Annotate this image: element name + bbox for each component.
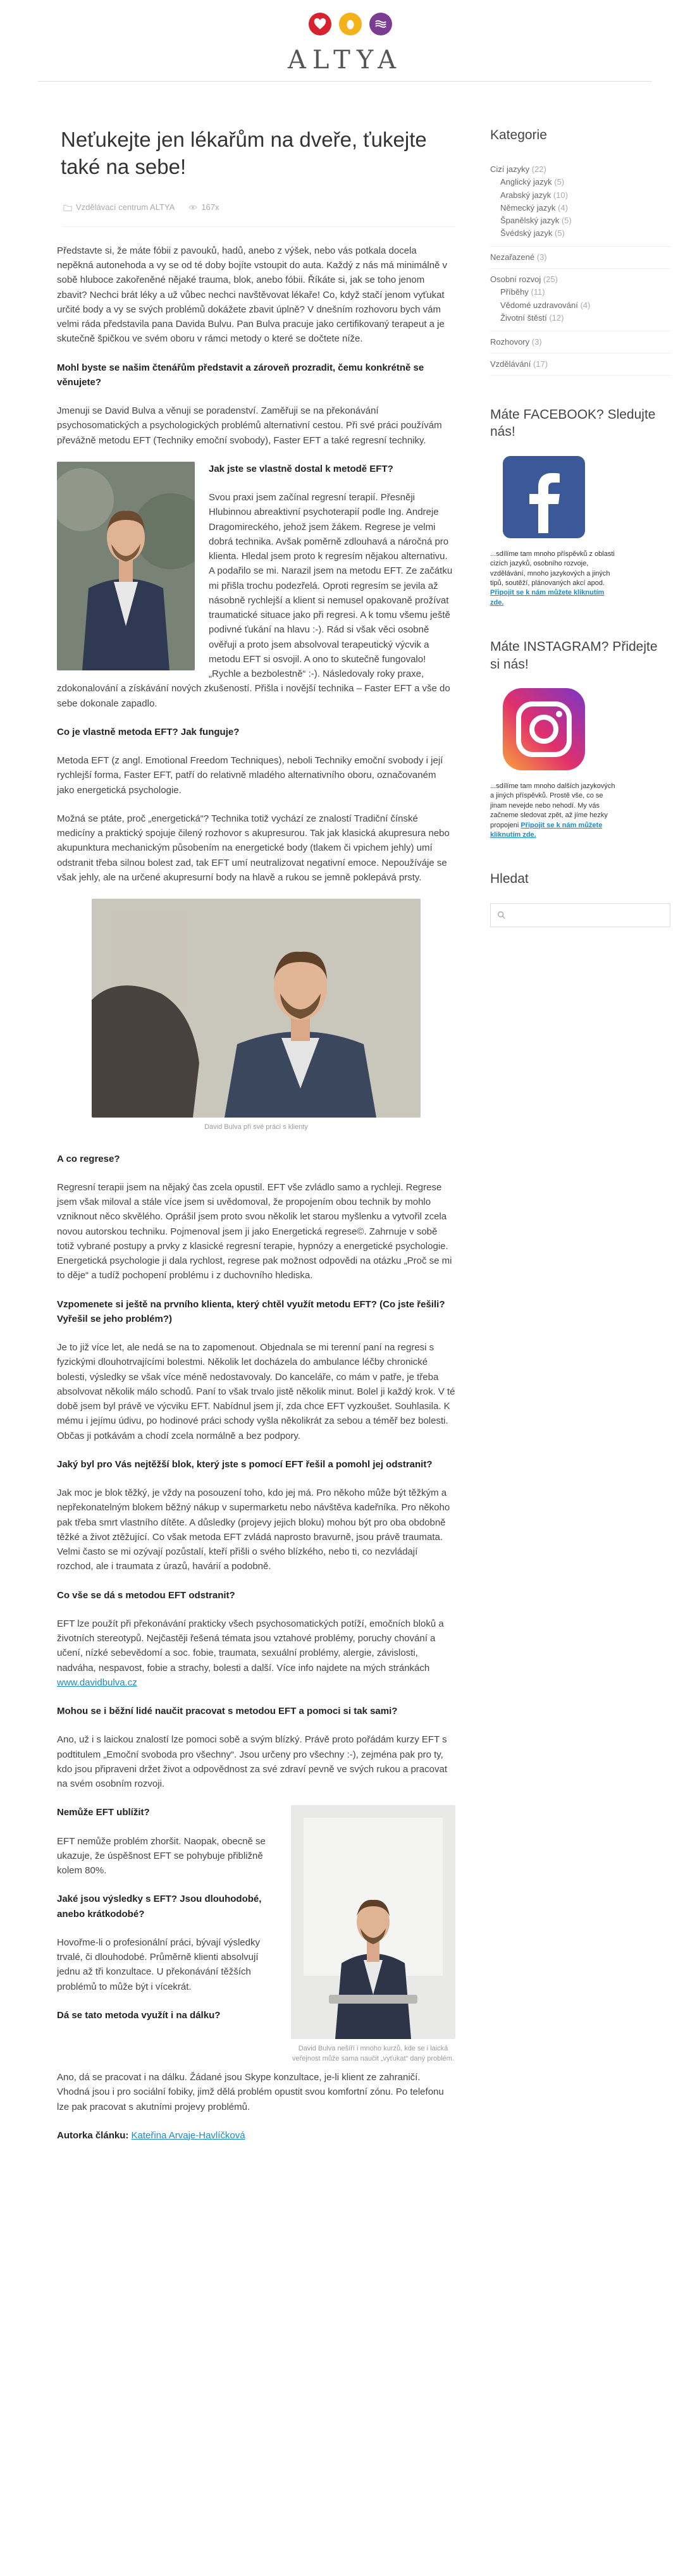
category-item[interactable] (490, 159, 670, 247)
waves-icon (369, 13, 392, 35)
subcategory-count: (5) (561, 215, 572, 225)
header-divider (38, 81, 652, 82)
category-item[interactable] (490, 247, 670, 269)
session-photo (92, 899, 421, 1118)
subcategory-item[interactable] (500, 286, 670, 299)
widget-title: Kategorie (490, 128, 547, 142)
subcategory-label[interactable]: Vědomé uzdravování (500, 300, 578, 310)
question-heading: Dá se tato metoda využít i na dálku? (57, 2009, 221, 2021)
category-label[interactable]: Cizí jazyky (490, 164, 530, 175)
drop-icon (339, 13, 362, 35)
post-meta (63, 201, 455, 227)
answer-paragraph: Ano, dá se pracovat i na dálku. Žádané jsou Skype konzultace, je-li klient ze zahraničí. Vhodná jsou i pro sociální fobiky, jimž dělá problém opustit svou komfortní zónu. Po telefonu lze pak pracovat s akutními projevy problémů. (57, 2072, 444, 2112)
heart-icon (309, 13, 331, 35)
logo-icons[interactable] (309, 13, 392, 35)
answer-paragraph: Metoda EFT (z angl. Emotional Freedom Techniques), neboli Techniky emoční svobody i její rychlejší forma, Faster EFT, patří do relativně mladého alternativního oboru, označovaném jako energetická psychologie. (57, 755, 443, 796)
facebook-icon[interactable] (503, 456, 585, 538)
subcategory-item[interactable] (500, 176, 670, 188)
widget-title: Hledat (490, 872, 529, 887)
facebook-description: ...sdílíme tam mnoho příspěvků z oblasti cizích jazyků, osobního rozvoje, vzdělávání, mnoho jazykových a jiných tipů, soutěží, plánovaných akcí apod. (490, 550, 615, 588)
answer-paragraph: EFT nemůže problém zhoršit. Naopak, obecně se ukazuje, že úspěšnost EFT se pohybuje přibližně kolem 80%. (57, 1835, 266, 1877)
sidebar (490, 126, 670, 958)
subcategory-item[interactable] (500, 299, 670, 312)
category-count: (3) (536, 252, 547, 262)
category-label[interactable]: Vzdělávání (490, 359, 531, 369)
subcategory-count: (5) (554, 177, 565, 187)
instagram-block (490, 688, 617, 840)
question-heading: Jaký byl pro Vás nejtěžší blok, který jste s pomocí EFT řešil a pomohl jej odstranit? (57, 1458, 433, 1470)
question-heading: Co je vlastně metoda EFT? Jak funguje? (57, 726, 240, 737)
meta-category[interactable] (63, 201, 175, 214)
answer-text: EFT lze použít při překonávání prakticky všech psychosomatických potíží, emočních bloků a životních stereotypů. Nejčastěji řešená témata jsou vztahové problémy, poruchy chování a učení, nízké sebevědomí a soc. fobie, traumata, sexuální problémy, alergie, závislosti, nadváha, nespavost, fobie a strachy, bolesti a další. Více info najdete na mých stránkách (57, 1618, 444, 1673)
post-content (57, 243, 455, 2143)
instagram-description: ...sdílíme tam mnoho dalších jazykových a jiných příspěvků. Prostě vše, co se jinam nevejde nebo nehodí. My vás začneme sledovat zpět, až jíme hezky propojeni (490, 782, 615, 829)
subcategory-count: (10) (553, 190, 568, 200)
question-heading: Co vše se dá s metodou EFT odstranit? (57, 1589, 235, 1601)
intro-paragraph: Představte si, že máte fóbii z pavouků, hadů, anebo z výšek, nebo vás potkala docela nepěkná autonehoda a vy se od té doby bojíte vstoupit do auta. Každý z nás má minimálně v sobě hluboce zakořeněné nějaké trauma, blok, anebo fóbii. Říkáte si, jak se toho jenom zbavit? Nechci brát léky a už vůbec nechci navštěvovat lékaře! Co, když stačí jenom vyťukat určité body a vy se svých problémů dokážete zbavit úplně? V dnešním rozhovoru bych vám velmi ráda představila pana Davida Bulvu. Pan Bulva pracuje jako certifikovaný terapeut a je skutečně špičkou ve svém oboru v rámci metody o které se dočtete níže. (57, 245, 448, 345)
search-input[interactable] (490, 903, 670, 927)
meta-category-label[interactable]: Vzdělávací centrum ALTYA (76, 202, 175, 212)
subcategory-label[interactable]: Španělský jazyk (500, 215, 560, 225)
article (57, 126, 455, 2157)
answer-paragraph: Ano, už i s laickou znalostí lze pomoci sobě a svým blízký. Právě proto pořádám kurzy EFT s podtitulem „Emoční svoboda pro všechny“. Jsou určeny pro všechny :-), zejména pak pro ty, kdo jsou připraveni držet život a odpovědnost za své zdraví pevně ve svých rukou a pracovat na svém osobním rozvoji. (57, 1734, 447, 1790)
author-link[interactable]: Kateřina Arvaje-Havlíčková (131, 2129, 245, 2141)
category-label[interactable]: Osobní rozvoj (490, 274, 541, 285)
answer-paragraph: Regresní terapii jsem na nějaký čas zcela opustil. EFT vše zvládlo samo a rychleji. Regrese jsem však miloval a stále více jsem si uvědomoval, že propojením obou technik by mohlo vzniknout něco skvělého. Oprášil jsem proto svou několik let starou myšlenku a vytvořil zcela novou autorskou techniku. Pojmenoval jsem ji jako Energetická regrese©. Zahrnuje v sobě totiž vybrané postupy a prvky z klasické regresní terapie, hypnózy a energetické psychologie. Energetická psychologie ji dala rychlost, regrese pak možnost odpovědi na otázku „Proč se mi to děje“ a tudíž pochopení problému i z duchovního hlediska. (57, 1181, 452, 1281)
image-caption: David Bulva nešíří i mnoho kurzů, kde se i laická veřejnost může sama naučit „vyťukat“ daný problém. (292, 2045, 454, 2062)
category-label[interactable]: Rozhovory (490, 336, 530, 347)
subcategory-item[interactable] (500, 202, 670, 214)
category-item[interactable] (490, 269, 670, 331)
facebook-widget (490, 406, 670, 608)
meta-views-label: 167x (201, 202, 219, 212)
subcategory-count: (12) (549, 312, 564, 323)
instagram-widget (490, 638, 670, 840)
site-header (0, 0, 690, 81)
category-item[interactable] (490, 331, 670, 354)
category-list (490, 159, 670, 376)
subcategory-count: (4) (580, 300, 591, 310)
portrait-photo (57, 462, 195, 670)
categories-widget (490, 126, 670, 376)
subcategory-count: (4) (558, 202, 568, 213)
facebook-link[interactable]: Připojit se k nám můžete kliknutím zde. (490, 589, 605, 607)
widget-title: Máte INSTAGRAM? Přidejte si nás! (490, 639, 658, 672)
subcategory-item[interactable] (500, 214, 670, 227)
facebook-text (490, 550, 617, 608)
answer-paragraph: Jak moc je blok těžký, je vždy na posouzení toho, kdo jej má. Pro někoho může být těžkým a nepřekonatelným blokem běžný nákup v supermarketu nebo návštěva kadeřníka. Pro někoho pak třeba smrt vlastního dítěte. A důsledky (projevy jejich bloku) mohou být pro oba obdobně těžké a život ztěžující. Co však metoda EFT zvládá naprosto bravurně, jsou právě traumata. Velmi často se mi ozývají pozůstalí, kteří přišli o svého blízkého, nebo ti, co nezvládají rozchod, ale i traumata z úrazů, havárií a podobně. (57, 1488, 450, 1572)
question-heading: Vzpomenete si ještě na prvního klienta, který chtěl využít metodu EFT? (Co jste řešili? Vyřešil se jeho problém?) (57, 1298, 445, 1324)
subcategory-item[interactable] (500, 227, 670, 240)
search-widget (490, 870, 670, 927)
answer-paragraph: Možná se ptáte, proč „energetická“? Technika totiž vychází ze znalostí Tradiční čínské medicíny a praktický spojuje čilený rozhovor s akupresurou. Tak jak klasická akupresura nebo akupunktura mechanickým působením na energetické body (tlakem či vpichem jehly) umí odstranit třeba silnou bolest zad, tak EFT umí neutralizovat negativní emoce. Nepoužíváje se však jehly, ale na určené akupresurní body na hlavě a rukou se jemně poklepává prsty. (57, 813, 450, 883)
author-line (57, 2128, 455, 2143)
image-caption: David Bulva při své práci s klienty (204, 1123, 308, 1131)
subcategory-label[interactable]: Arabský jazyk (500, 190, 551, 200)
course-figure (291, 1805, 455, 2064)
question-heading: Nemůže EFT ublížit? (57, 1807, 150, 1818)
meta-views (188, 201, 219, 214)
instagram-icon[interactable] (503, 688, 585, 770)
session-figure (92, 899, 421, 1132)
subcategory-label[interactable]: Německý jazyk (500, 202, 556, 213)
answer-paragraph: Svou praxi jsem začínal regresní terapií. Přesněji Hlubinnou abreaktivní psychoterapií podle Ing. Andreje Dragomireckého, jehož jsem žákem. Regrese je velmi dobrá technika. Avšak poměrně zdlouhavá a náročná pro klienta. Hledal jsem proto k regresím nějakou alternativu. A podařilo se mi. Narazil jsem na metodu EFT. Ze začátku mi přišla trochu podezřelá. Oproti regresím se jevila až násobně rychlejší a klient si nemusel opakovaně prožívat traumatické situace jako při regresi. A k tomu všemu ještě podivné ťukání na hlavu :-). Rád si však věci osobně ověřuji a proto jsem absolvoval terapeutický výcvik a metodu EFT si osvojil. A ono to skutečně fungovalo! „Rychle a bezbolestně“ :-). Následovaly roky praxe, zdokonalování a získávání nových zkušeností. Přišla i novější technika – Faster EFT a vše do sebe dokonale zapadlo. (57, 492, 453, 709)
question-heading: Mohl byste se našim čtenářům představit a zároveň prozradit, čemu konkrétně se věnujete? (57, 362, 424, 388)
category-count: (17) (533, 359, 548, 369)
instagram-text (490, 782, 617, 840)
answer-paragraph: Hovořme-li o profesionální práci, bývají výsledky trvalé, či dlouhodobé. Průměrně klienti absolvují jednu až tři konzultace. U překonávání těžších problémů to může být i vícekrát. (57, 1937, 260, 1992)
question-heading: Mohou se i běžní lidé naučit pracovat s metodou EFT a pomoci si tak sami? (57, 1706, 398, 1717)
subcategory-count: (11) (531, 287, 545, 297)
answer-paragraph (57, 1617, 455, 1690)
folder-icon (63, 203, 72, 212)
widget-title: Máte FACEBOOK? Sledujte nás! (490, 407, 656, 440)
category-item[interactable] (490, 354, 670, 376)
question-heading: Jak jste se vlastně dostal k metodě EFT? (209, 463, 393, 474)
subcategory-list (500, 176, 670, 240)
subcategory-item[interactable] (500, 312, 670, 324)
category-label[interactable]: Nezařazené (490, 252, 535, 262)
subcategory-count: (5) (555, 228, 565, 238)
subcategory-label[interactable]: Životní štěstí (500, 312, 547, 323)
website-link[interactable]: www.davidbulva.cz (57, 1677, 137, 1688)
subcategory-item[interactable] (500, 189, 670, 202)
author-label: Autorka článku: (57, 2129, 129, 2141)
answer-paragraph: Je to již více let, ale nedá se na to zapomenout. Objednala se mi terenní paní na regresi s fyzickými dlouhotrvajícími bolestmi. Několik let docházela do ambulance léčby chronické bolesti, výsledky se však více méně nedostavovaly. Do kanceláře, co mám v patře, je třeba absolvovat několik málo schodů. Paní to však trvalo jistě několik minut. Bolel ji každý krok. V té době jsem byl právě ve výcviku EFT. Nabídnul jsem jí, zda chce EFT vyzkoušet. Souhlasila. K mému i jejímu údivu, po hodinové práci schody vyšla několikrát za sebou a téměř bez bolesti. Občas ji potkávám a chodí zcela normálně a bez podpory. (57, 1342, 455, 1441)
subcategory-label[interactable]: Anglický jazyk (500, 177, 552, 187)
category-count: (3) (531, 336, 542, 347)
instagram-link[interactable]: Připojit se k nám můžete kliknutím zde. (490, 821, 603, 839)
facebook-block (490, 456, 617, 608)
post-title: Neťukejte jen lékařům na dveře, ťukejte také na sebe! (61, 128, 427, 178)
search-icon (497, 911, 506, 920)
category-count: (22) (531, 164, 546, 175)
course-photo (291, 1805, 455, 2039)
question-heading: A co regrese? (57, 1153, 120, 1164)
question-heading: Jaké jsou výsledky s EFT? Jsou dlouhodobé, anebo krátkodobé? (57, 1894, 262, 1920)
logo-text[interactable]: ALTYA (287, 46, 403, 75)
subcategory-list (500, 286, 670, 324)
subcategory-label[interactable]: Švédský jazyk (500, 228, 553, 238)
subcategory-label[interactable]: Příběhy (500, 287, 529, 297)
eye-icon (188, 203, 197, 212)
category-count: (25) (543, 274, 558, 285)
answer-paragraph: Jmenuji se David Bulva a věnuji se poradenství. Zaměřuji se na překonávání psychosomatických a psychologických problémů alternativní cestou. Při své práci používám převážně metodu EFT (Techniky emoční svobody), Faster EFT a také regresní techniky. (57, 405, 442, 446)
